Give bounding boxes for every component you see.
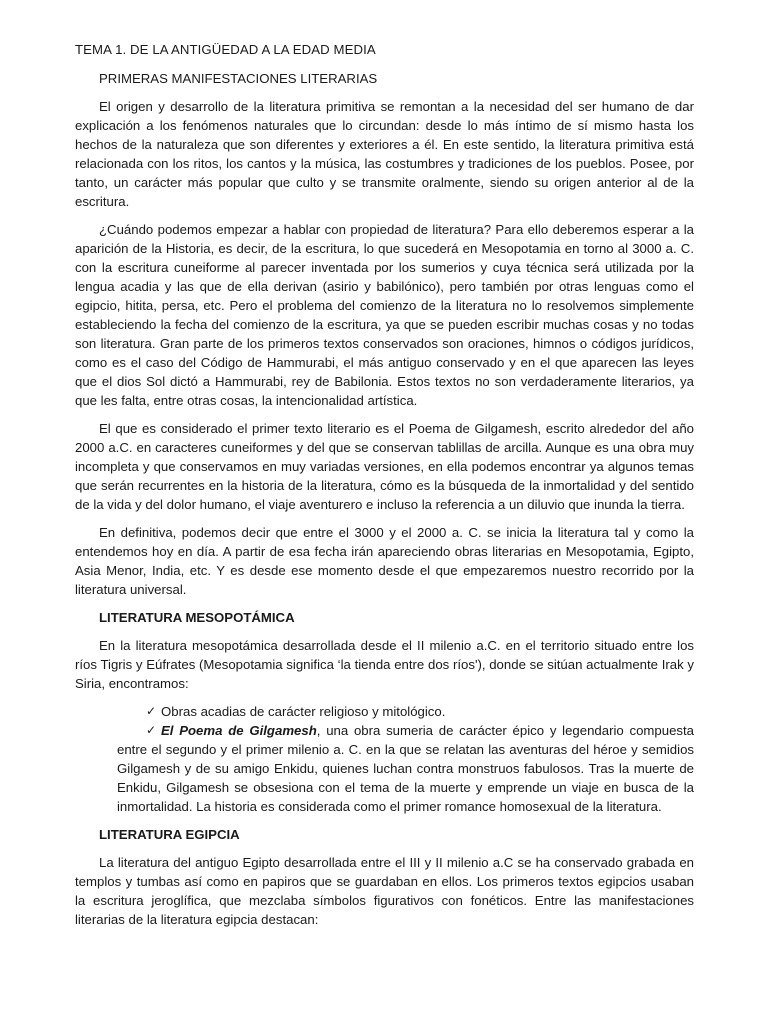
- paragraph: En la literatura mesopotámica desarrollada desde el II milenio a.C. en el territorio situado entre los ríos Tigris y Eúfrates (Mesopotamia significa ‘la tienda entre dos ríos'), donde se sitúan actualmente Irak y Siria, encontramos:: [75, 638, 694, 691]
- document-title: TEMA 1. DE LA ANTIGÜEDAD A LA EDAD MEDIA: [75, 42, 376, 57]
- paragraph: El origen y desarrollo de la literatura primitiva se remontan a la necesidad del ser humano de dar explicación a los fenómenos naturales que lo circundan: desde lo más íntimo de sí mismo hasta los hechos de la naturaleza que son diferentes y exteriores a él. En este sentido, la literatura primitiva está relacionada con los ritos, los cantos y la música, las costumbres y tradiciones de los pueblos. Posee, por tanto, un carácter más popular que culto y se transmite oralmente, siendo su origen anterior al de la escritura.: [75, 99, 694, 209]
- work-title: El Poema de Gilgamesh: [161, 723, 317, 738]
- checkmark-icon: ✓: [146, 704, 157, 718]
- section-heading-primeras-manifestaciones: PRIMERAS MANIFESTACIONES LITERARIAS: [99, 71, 378, 86]
- list-item: [75, 721, 694, 816]
- list-item-text: Obras acadias de carácter religioso y mitológico.: [161, 704, 446, 719]
- checkmark-icon: ✓: [146, 723, 157, 737]
- list-item: [75, 702, 694, 721]
- paragraph: En definitiva, podemos decir que entre el 3000 y el 2000 a. C. se inicia la literatura tal y como la entendemos hoy en día. A partir de esa fecha irán apareciendo obras literarias en Mesopotamia, Egipto, Asia Menor, India, etc. Y es desde ese momento desde el que empezaremos nuestro recorrido por la literatura universal.: [75, 525, 694, 597]
- paragraph: El que es considerado el primer texto literario es el Poema de Gilgamesh, escrito alrededor del año 2000 a.C. en caracteres cuneiformes y del que se conservan tablillas de arcilla. Aunque es una obra muy incompleta y que conservamos en muy variadas versiones, en ella podemos encontrar ya algunos temas que serán recurrentes en la historia de la literatura, cómo es la búsqueda de la inmortalidad y del sentido de la vida y del dolor humano, el viaje aventurero e incluso la referencia a un diluvio que inunda la tierra.: [75, 421, 694, 512]
- section-heading-literatura-egipcia: LITERATURA EGIPCIA: [99, 827, 240, 842]
- checklist: [75, 702, 694, 816]
- paragraph: La literatura del antiguo Egipto desarrollada entre el III y II milenio a.C se ha conservado grabada en templos y tumbas así como en papiros que se guardaban en ellos. Los primeros textos egipcios usaban la escritura jeroglífica, que mezclaba símbolos figurativos con fonéticos. Entre las manifestaciones literarias de la literatura egipcia destacan:: [75, 855, 694, 927]
- document-page: [75, 40, 694, 938]
- list-item-text: , una obra sumeria de carácter épico y legendario compuesta entre el segundo y el primer milenio a. C. en la que se relatan las aventuras del héroe y semidios Gilgamesh y de su amigo Enkidu, quienes luchan contra monstruos fabulosos. Tras la muerte de Enkidu, Gilgamesh se obsesiona con el tema de la muerte y emprende un viaje en busca de la inmortalidad. La historia es considerada como el primer romance homosexual de la literatura.: [117, 723, 695, 814]
- paragraph: ¿Cuándo podemos empezar a hablar con propiedad de literatura? Para ello deberemos esperar a la aparición de la Historia, es decir, de la escritura, lo que sucederá en Mesopotamia en torno al 3000 a. C. con la escritura cuneiforme al parecer inventada por los sumerios y cuya técnica será utilizada por la lengua acadia y las que de ella derivan (asirio y babilónico), pero también por otras lenguas como el egipcio, hitita, persa, etc. Pero el problema del comienzo de la literatura no lo resolvemos simplemente estableciendo la fecha del comienzo de la escritura, ya que se pueden escribir muchas cosas y no todas son literatura. Gran parte de los primeros textos conservados son oraciones, himnos o códigos jurídicos, como es el caso del Código de Hammurabi, el más antiguo conservado y en el que aparecen las leyes que el dios Sol dictó a Hammurabi, rey de Babilonia. Estos textos no son verdaderamente literarios, ya que les falta, entre otras cosas, la intencionalidad artística.: [75, 222, 694, 408]
- section-heading-literatura-mesopotamica: LITERATURA MESOPOTÁMICA: [99, 610, 295, 625]
